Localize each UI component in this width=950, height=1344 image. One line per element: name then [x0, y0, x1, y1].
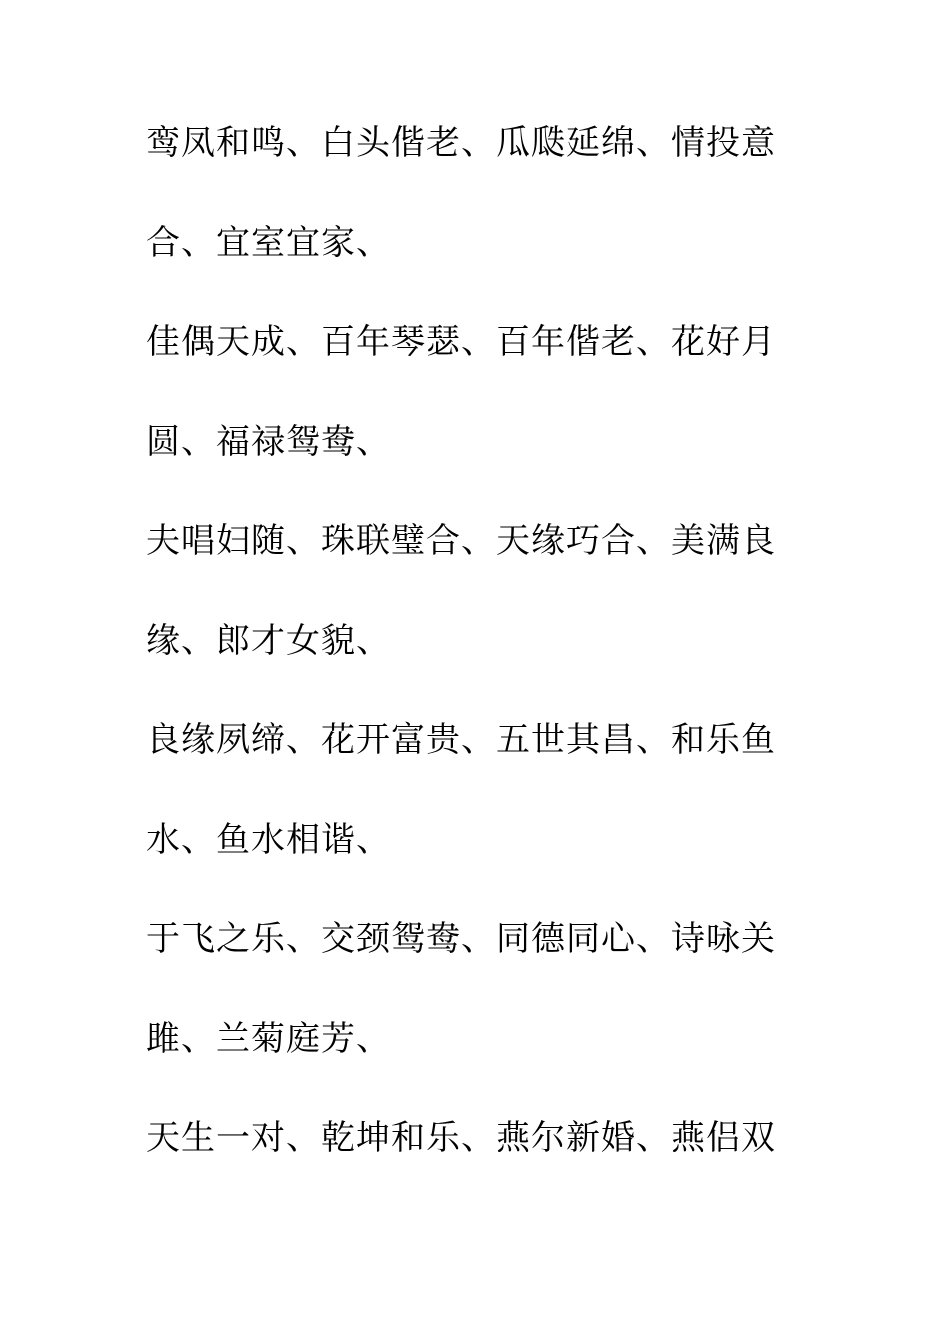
text-line: 于飞之乐、交颈鸳鸯、同德同心、诗咏关	[146, 919, 776, 959]
text-line: 鸾凤和鸣、白头偕老、瓜瓞延绵、情投意	[146, 123, 776, 163]
body-text	[146, 118, 806, 1213]
text-line: 雎、兰菊庭芳、	[146, 1018, 391, 1059]
text-line: 圆、福禄鸳鸯、	[146, 421, 391, 462]
text-line: 佳偶天成、百年琴瑟、百年偕老、花好月	[146, 322, 776, 362]
text-line: 良缘夙缔、花开富贵、五世其昌、和乐鱼	[146, 720, 776, 760]
text-line: 缘、郎才女貌、	[146, 620, 391, 661]
text-line: 夫唱妇随、珠联璧合、天缘巧合、美满良	[146, 521, 776, 561]
text-line: 天生一对、乾坤和乐、燕尔新婚、燕侣双	[146, 1118, 776, 1158]
text-line: 水、鱼水相谐、	[146, 819, 391, 860]
text-line: 合、宜室宜家、	[146, 222, 391, 263]
